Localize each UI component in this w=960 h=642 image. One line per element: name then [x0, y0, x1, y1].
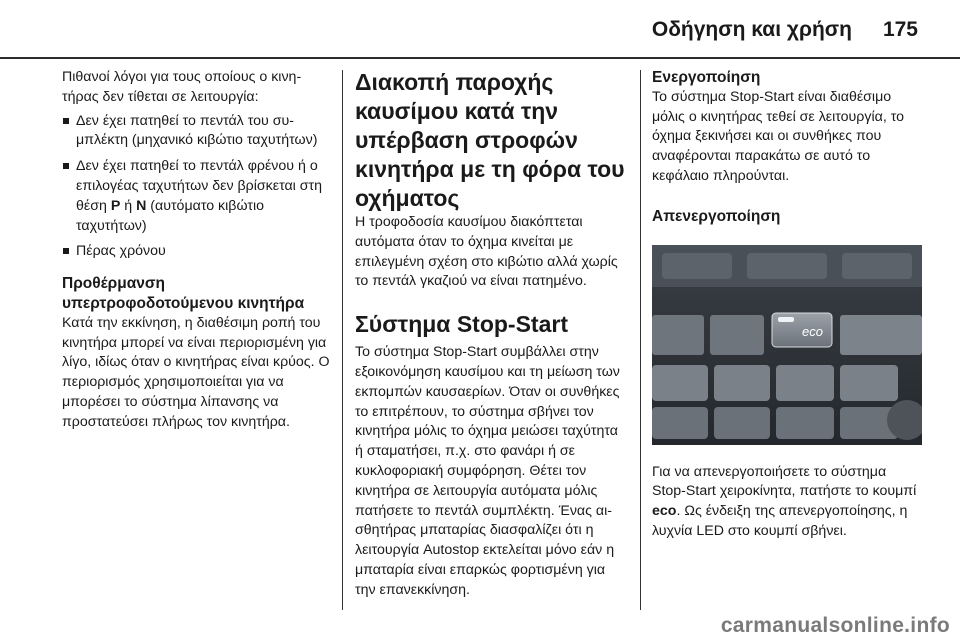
section-heading-preheat: Προθέρμανση υπερτροφοδοτούμενου κινητήρα: [62, 275, 305, 312]
column-divider: [342, 70, 343, 610]
list-item: Δεν έχει πατηθεί το πεντάλ του συμπλέκτη (μηχανικό κιβώτιο ταχυτήτων): [62, 112, 332, 152]
list-item: Δεν έχει πατηθεί το πεντάλ φρένου ή ο επιλογέας ταχυτήτων δεν βρίσκεται στη θέση P ή N (αυτόματο κιβώτιο ταχυτήτων): [62, 157, 332, 236]
intro-text: Πιθανοί λόγοι για τους οποίους ο κινητήρας δεν τίθεται σε λειτουργία:: [62, 69, 302, 105]
eco-key-label: eco: [652, 503, 677, 520]
column-middle: [355, 68, 629, 601]
stop-start-text: Το σύστημα Stop-Start συμβάλλει στην εξοικονόμηση καυσίμου και τη μείωση των εκπομπών καυσαερίων. Όταν οι συνθήκες το επιτρέπουν, το σύστημα σβήνει τον κινητήρα μόλις το όχημα μειώσει ταχύτητα ή σταματήσει, π.χ. στο φανάρι ή σε κυκλοφοριακή συμφόρηση. Θέτει τον κινητήρα σε λειτουργία αυτόματα μόλις πατήσετε το πεντάλ συμπλέκτη. Ένας αισθητήρας μπαταρίας διασφαλίζει ότι η λειτουργία Autostop εκτελείται μόνο εάν η μπαταρία είναι επαρκώς φορτισμένη για την επανεκκίνηση.: [355, 344, 620, 598]
preheat-text: Κατά την εκκίνηση, η διαθέσιμη ροπή του κινητήρα μπορεί να είναι περιορισμένη για λίγο, ιδίως όταν ο κινητήρας είναι κρύος. Ο περιορισμός χρησιμοποιείται για να μπορέσει το σύστημα λίπανσης να προστατεύσει πλήρως τον κινητήρα.: [62, 314, 330, 430]
list-item: Πέρας χρόνου: [62, 242, 332, 262]
deactivation-text: Για να απενεργοποιήσετε το σύστημα Stop-Start χειροκίνητα, πατήστε το κουμπί eco. Ως ένδειξη της απενεργοποίησης, η λυχνία LED στο κουμπί σβήνει.: [652, 463, 917, 539]
page-title: Οδήγηση και χρήση: [651, 18, 852, 41]
eco-button-label: eco: [802, 323, 823, 339]
column-right: [652, 68, 922, 542]
watermark: carmanualsonline.info: [720, 614, 950, 637]
eco-button-photo: [652, 245, 922, 445]
section-heading-deactivation: Απενεργοποίηση: [652, 207, 781, 225]
gear-n-label: N: [136, 197, 147, 214]
gear-p-label: P: [110, 197, 121, 214]
page-number: 175: [882, 18, 918, 41]
column-divider: [640, 70, 641, 610]
activation-text: Το σύστημα Stop-Start είναι διαθέσιμο μόλις ο κινητήρας τεθεί σε λειτουργία, το όχημα ξεκινήσει και οι συνθήκες που αναφέρονται παρακάτω σε αυτό το κεφάλαιο πληρούνται.: [652, 88, 905, 184]
section-heading-activation: Ενεργοποίηση: [652, 69, 761, 86]
fuel-cutoff-text: Η τροφοδοσία καυσίμου διακόπτεται αυτόματα όταν το όχημα κινείται με επιλεγμένη σχέση στο κιβώτιο αλλά χωρίς το πεντάλ γκαζιού να είναι πατημένο.: [355, 214, 618, 290]
section-heading-stop-start: Σύστημα Stop-Start: [355, 311, 568, 338]
column-left: [62, 68, 332, 433]
header-rule: [0, 57, 960, 59]
page-header: [0, 0, 960, 56]
section-heading-fuel-cutoff: Διακοπή παροχής καυσίμου κατά την υπέρβαση στροφών κινητήρα με τη φόρα του οχήματος: [355, 69, 625, 211]
reasons-list: [62, 112, 332, 263]
